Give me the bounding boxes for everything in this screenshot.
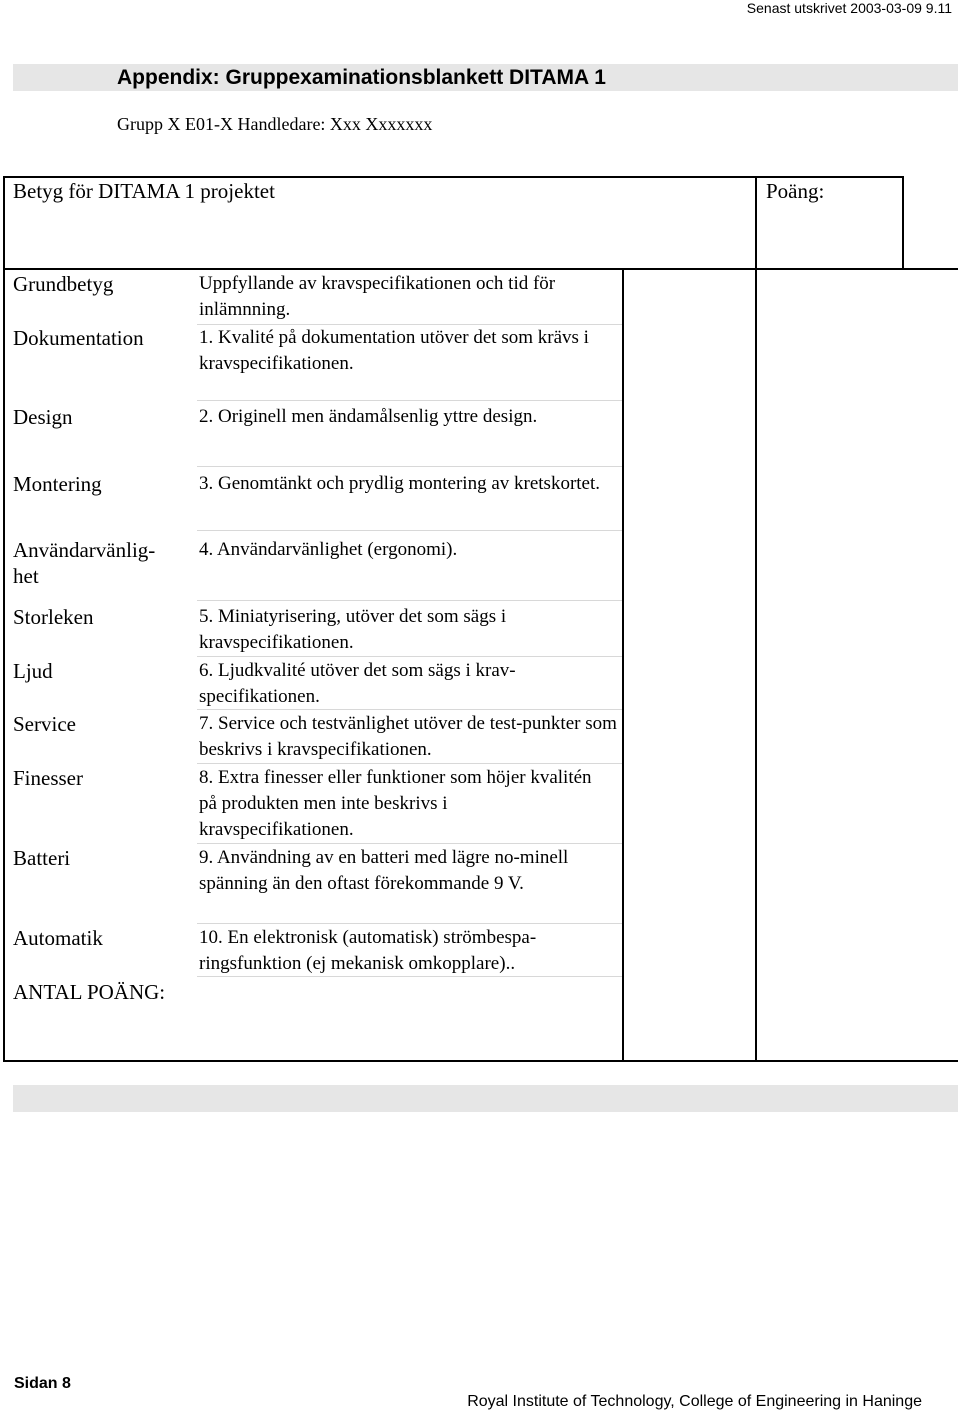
row-label-anvandarvanlighet: Användarvänlig-het [13, 538, 156, 588]
points-heading: Poäng: [766, 179, 825, 203]
row-label-storleken: Storleken [13, 605, 94, 629]
group-info: Grupp X E01-X Handledare: Xxx Xxxxxxx [117, 114, 433, 134]
institution-name: Royal Institute of Technology, College of Engineering in Haninge [467, 1393, 922, 1410]
row-label-ljud: Ljud [13, 659, 53, 683]
row-desc-storleken: 5. Miniatyrisering, utöver det som sägs i kravspecifikationen. [199, 606, 507, 653]
footer-band [13, 1085, 958, 1112]
row-desc-service: 7. Service och testvänlighet utöver de test-punkter som beskrivs i kravspecifikationen. [199, 713, 617, 760]
row-desc-finesser: 8. Extra finesser eller funktioner som höjer kvalitén på produkten men inte beskrivs i kravspecifikationen. [199, 767, 592, 840]
grade-heading: Betyg för DITAMA 1 projektet [13, 179, 275, 203]
page-number: Sidan 8 [14, 1375, 71, 1392]
row-desc-anvandarvanlighet: 4. Användarvänlighet (ergonomi). [199, 539, 458, 560]
row-label-service: Service [13, 712, 76, 736]
row-desc-montering: 3. Genomtänkt och prydlig montering av kretskortet. [199, 473, 601, 494]
row-desc-batteri: 9. Användning av en batteri med lägre no-minell spänning än den oftast förekommande 9 V. [199, 847, 569, 894]
row-desc-ljud: 6. Ljudkvalité utöver det som sägs i krav-specifikationen. [199, 660, 516, 707]
print-timestamp: Senast utskrivet 2003-03-09 9.11 [746, 0, 952, 16]
row-label-dokumentation: Dokumentation [13, 326, 144, 350]
total-points-label: ANTAL POÄNG: [13, 980, 166, 1004]
row-desc-grundbetyg: Uppfyllande av kravspecifikationen och tid för inlämnning. [199, 273, 556, 320]
row-label-grundbetyg: Grundbetyg [13, 272, 114, 296]
row-label-finesser: Finesser [13, 766, 83, 790]
row-label-montering: Montering [13, 472, 102, 496]
page-title: Appendix: Gruppexaminationsblankett DITAMA 1 [117, 66, 606, 89]
row-desc-design: 2. Originell men ändamålsenlig yttre design. [199, 406, 538, 427]
row-desc-dokumentation: 1. Kvalité på dokumentation utöver det som krävs i kravspecifikationen. [199, 327, 589, 374]
row-label-batteri: Batteri [13, 846, 71, 870]
row-desc-automatik: 10. En elektronisk (automatisk) strömbespa-ringsfunktion (ej mekanisk omkopplare).. [199, 927, 537, 974]
row-label-design: Design [13, 405, 73, 429]
row-label-automatik: Automatik [13, 926, 103, 950]
